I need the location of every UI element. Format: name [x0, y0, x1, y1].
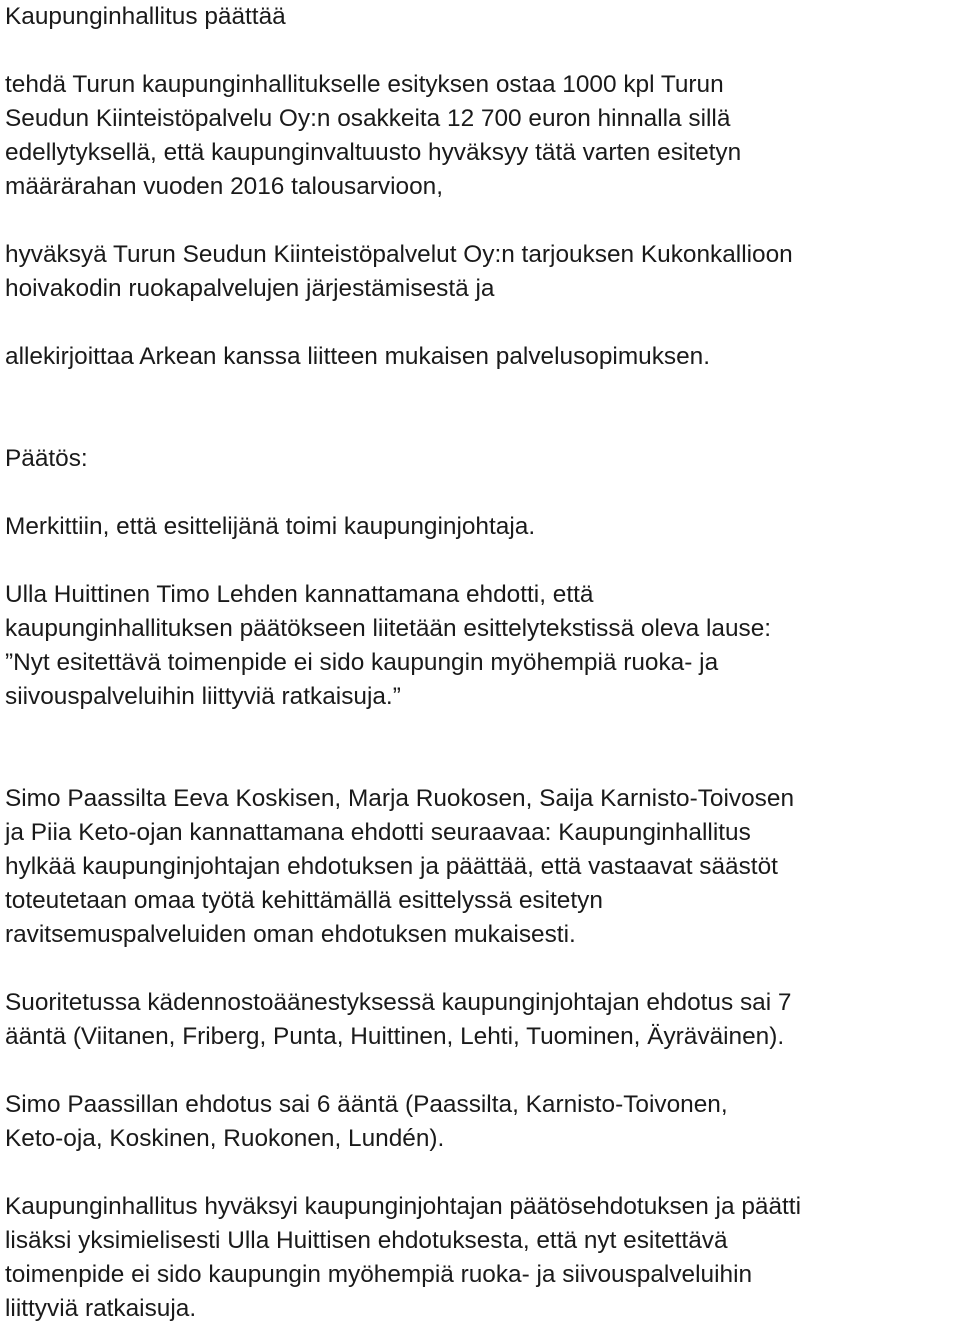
paragraph-line: toimenpide ei sido kaupungin myöhempiä ruoka- ja siivouspalveluihin	[5, 1261, 753, 1288]
paragraph-line: edellytyksellä, että kaupunginvaltuusto hyväksyy tätä varten esitetyn	[5, 139, 742, 166]
paragraph-line: Merkittiin, että esittelijänä toimi kaupunginjohtaja.	[5, 513, 536, 540]
paragraph-line: Ulla Huittinen Timo Lehden kannattamana ehdotti, että	[5, 581, 594, 608]
paragraph-line: liittyviä ratkaisuja.	[5, 1295, 197, 1322]
minutes-paragraph-1	[5, 510, 960, 544]
paragraph-line: siivouspalveluihin liittyviä ratkaisuja.”	[5, 683, 401, 710]
minutes-paragraph-6	[5, 1190, 960, 1326]
paragraph-line: Suoritetussa kädennostoäänestyksessä kaupunginjohtajan ehdotus sai 7	[5, 989, 792, 1016]
minutes-paragraph-4	[5, 986, 960, 1054]
paragraph-line: kaupunginhallituksen päätökseen liitetään esittelytekstissä oleva lause:	[5, 615, 772, 642]
paragraph-line: toteutetaan omaa työtä kehittämällä esittelyssä esitetyn	[5, 887, 603, 914]
decision-item-3	[5, 340, 960, 374]
document-heading: Kaupunginhallitus päättää	[5, 3, 286, 30]
minutes-paragraph-5	[5, 1088, 960, 1156]
paragraph-line: Kaupunginhallitus hyväksyi kaupunginjohtajan päätösehdotuksen ja päätti	[5, 1193, 801, 1220]
minutes-paragraph-3	[5, 782, 960, 952]
paragraph-line: Keto-oja, Koskinen, Ruokonen, Lundén).	[5, 1125, 445, 1152]
paragraph-line: hylkää kaupunginjohtajan ehdotuksen ja päättää, että vastaavat säästöt	[5, 853, 778, 880]
document-page	[5, 0, 960, 1326]
minutes-paragraph-2	[5, 578, 960, 714]
paragraph-line: ääntä (Viitanen, Friberg, Punta, Huittinen, Lehti, Tuominen, Äyräväinen).	[5, 1023, 785, 1050]
paragraph-line: määrärahan vuoden 2016 talousarvioon,	[5, 173, 443, 200]
paragraph-line: lisäksi yksimielisesti Ulla Huittisen ehdotuksesta, että nyt esitettävä	[5, 1227, 728, 1254]
paragraph-line: tehdä Turun kaupunginhallitukselle esityksen ostaa 1000 kpl Turun	[5, 71, 724, 98]
paragraph-line: allekirjoittaa Arkean kanssa liitteen mukaisen palvelusopimuksen.	[5, 343, 710, 370]
paragraph-line: ”Nyt esitettävä toimenpide ei sido kaupungin myöhempiä ruoka- ja	[5, 649, 719, 676]
paragraph-line: Simo Paassillan ehdotus sai 6 ääntä (Paassilta, Karnisto-Toivonen,	[5, 1091, 728, 1118]
decision-label: Päätös:	[5, 445, 88, 472]
paragraph-line: hyväksyä Turun Seudun Kiinteistöpalvelut Oy:n tarjouksen Kukonkallioon	[5, 241, 793, 268]
decision-item-2	[5, 238, 960, 306]
paragraph-line: hoivakodin ruokapalvelujen järjestämisestä ja	[5, 275, 495, 302]
paragraph-line: ravitsemuspalveluiden oman ehdotuksen mukaisesti.	[5, 921, 576, 948]
paragraph-line: ja Piia Keto-ojan kannattamana ehdotti seuraavaa: Kaupunginhallitus	[5, 819, 751, 846]
decision-item-1	[5, 68, 960, 204]
paragraph-line: Seudun Kiinteistöpalvelu Oy:n osakkeita 12 700 euron hinnalla sillä	[5, 105, 731, 132]
paragraph-line: Simo Paassilta Eeva Koskisen, Marja Ruokosen, Saija Karnisto-Toivosen	[5, 785, 795, 812]
